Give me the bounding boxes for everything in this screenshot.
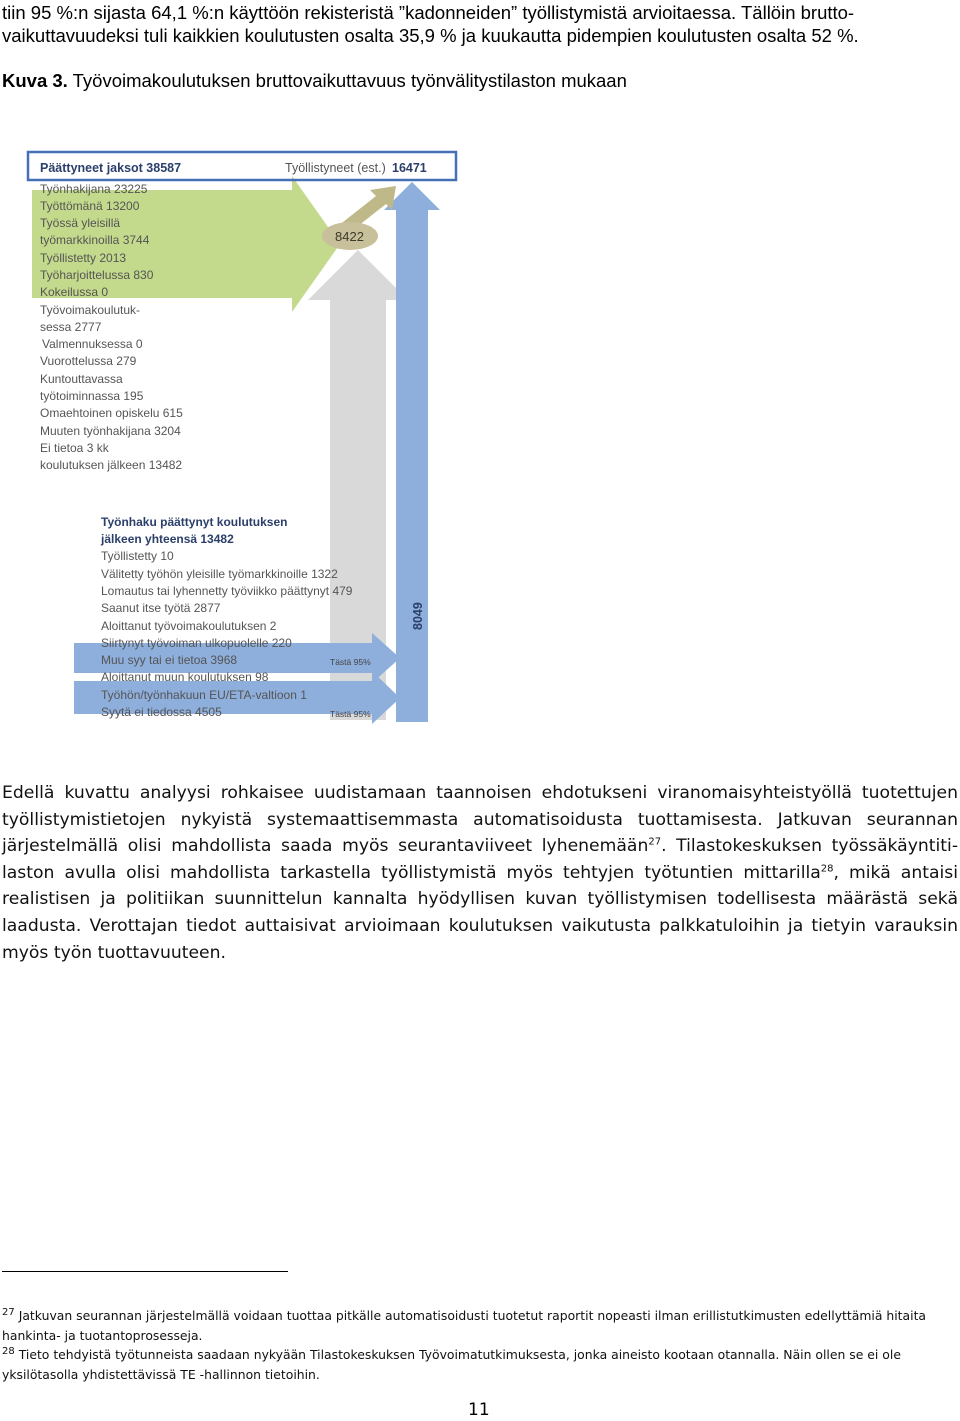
- band-note-1: Tästä 95%: [330, 657, 371, 667]
- footnote-divider: [2, 1271, 288, 1272]
- page-number: 11: [468, 1400, 490, 1420]
- top-list-item: Omaehtoinen opiskelu 615: [40, 406, 183, 420]
- bottom-list-item: Siirtynyt työvoiman ulkopuolelle 220: [101, 636, 292, 650]
- top-list-item: Työnhakijana 23225: [40, 182, 148, 196]
- bottom-list-item: Muu syy tai ei tietoa 3968: [101, 653, 238, 667]
- bubble-value: 8422: [335, 229, 364, 244]
- bottom-list-item: Välitetty työhön yleisille työmarkkinoille 1322: [101, 567, 338, 581]
- para-part-1: Edellä kuvattu analyysi rohkaisee uudistamaan taannoisen ehdotukseni viranomaisyhteistyöllä tuotettujen työllistymistietojen nykyistä systemaattisemmasta automatisoidusta tuottamisesta. Jatkuvan seurannan järjestelmällä olisi mahdollista saada myös seurantaviiveet lyhenemään: [2, 783, 958, 857]
- footnote-ref-28: 28: [820, 863, 834, 875]
- band-note-2: Tästä 95%: [330, 709, 371, 719]
- para-part-2: . Tilastokeskuksen työssäkäyntitilaston avulla olisi mahdollista tarkastella työllistymistä myös tehtyjen työtuntien mittarilla: [2, 836, 959, 883]
- header-right-value: 16471: [392, 161, 427, 175]
- caption-text: Työvoimakoulutuksen bruttovaikuttavuus työnvälitystilaston mukaan: [72, 70, 627, 91]
- top-list-item: koulutuksen jälkeen 13482: [40, 458, 183, 472]
- bottom-list-item: Syytä ei tiedossa 4505: [101, 705, 222, 719]
- top-list-item: Kokeilussa 0: [40, 285, 109, 299]
- top-list-item: työmarkkinoilla 3744: [40, 233, 150, 247]
- bottom-list-item: Lomautus tai lyhennetty työviikko päättynyt 479: [101, 584, 353, 598]
- top-list-item: Kuntouttavassa: [40, 372, 123, 386]
- footnote-number: 28: [2, 1345, 15, 1357]
- footnote-number: 27: [2, 1306, 15, 1318]
- bottom-heading-line: jälkeen yhteensä 13482: [101, 532, 234, 546]
- bottom-list-item: Aloittanut muun koulutuksen 98: [101, 670, 269, 684]
- header-left: Päättyneet jaksot 38587: [40, 161, 182, 175]
- caption-label: Kuva 3.: [2, 70, 68, 91]
- intro-line-1: tiin 95 %:n sijasta 64,1 %:n käyttöön rekisteristä ”kadonneiden” työllistymistä arvioitaessa. Tällöin brutto-: [2, 2, 855, 23]
- footnote-27: [2, 1306, 952, 1345]
- top-list-item: työtoiminnassa 195: [40, 389, 144, 403]
- header-right-label: Työllistyneet (est.): [285, 161, 386, 175]
- flow-diagram: [0, 140, 470, 740]
- para-part-3: , mikä antaisi realistisen ja politiikan suunnittelun kannalta hyödyllisen kuvan työllistymisen todellisesta määrästä sekä laadusta. Verottajan tiedot auttaisivat arvioimaan koulutuksen vaikutusta palkkatuloihin ja tietyin varauksin myös työn tuottavuuteen.: [2, 862, 958, 963]
- footnote-text: Tieto tehdyistä työtunneista saadaan nykyään Tilastokeskuksen Työvoimatutkimuksesta, jonka aineisto kootaan otannalla. Näin ollen se ei ole yksilötasolla yhdistettävissä TE -hallinnon tietoihin.: [2, 1347, 901, 1382]
- bottom-list-item: Työhön/työnhakuun EU/ETA-valtioon 1: [101, 688, 307, 702]
- figure-caption: [2, 70, 627, 92]
- top-list-item: Työttömänä 13200: [40, 199, 140, 213]
- body-paragraph: [2, 780, 958, 966]
- vertical-value: 8049: [411, 602, 425, 630]
- bottom-list-item: Saanut itse työtä 2877: [101, 601, 221, 615]
- bottom-list-item: Aloittanut työvoimakoulutuksen 2: [101, 619, 277, 633]
- top-list-item: Ei tietoa 3 kk: [40, 441, 109, 455]
- top-list-item: Vuorottelussa 279: [40, 354, 137, 368]
- blue-vertical-arrow: [384, 182, 440, 722]
- intro-line-2: vaikuttavuudeksi tuli kaikkien koulutusten osalta 35,9 % ja kuukautta pidempien koulutusten osalta 52 %.: [2, 25, 859, 46]
- bottom-list-item: Työllistetty 10: [101, 549, 174, 563]
- bottom-heading: [100, 515, 287, 546]
- top-list-item: Työssä yleisillä: [40, 216, 121, 230]
- top-list-item: Muuten työnhakijana 3204: [40, 424, 181, 438]
- top-list-item: sessa 2777: [40, 320, 102, 334]
- footnote-text: Jatkuvan seurannan järjestelmällä voidaan tuottaa pitkälle automatisoidusti tuotetut raportit nopeasti ilman erillistutkimusten edellyttämiä hitaita hankinta- ja tuotantoprosesseja.: [2, 1308, 927, 1343]
- bottom-heading-line: Työnhaku päättynyt koulutuksen: [101, 515, 288, 529]
- top-list-item: Työvoimakoulutuk-: [40, 303, 141, 317]
- top-list-item: Työllistetty 2013: [40, 251, 127, 265]
- footnote-28: [2, 1345, 952, 1384]
- flow-figure: [0, 140, 470, 740]
- top-list-item: Valmennuksessa 0: [42, 337, 143, 351]
- top-list-item: Työharjoittelussa 830: [40, 268, 154, 282]
- footnote-ref-27: 27: [648, 836, 662, 848]
